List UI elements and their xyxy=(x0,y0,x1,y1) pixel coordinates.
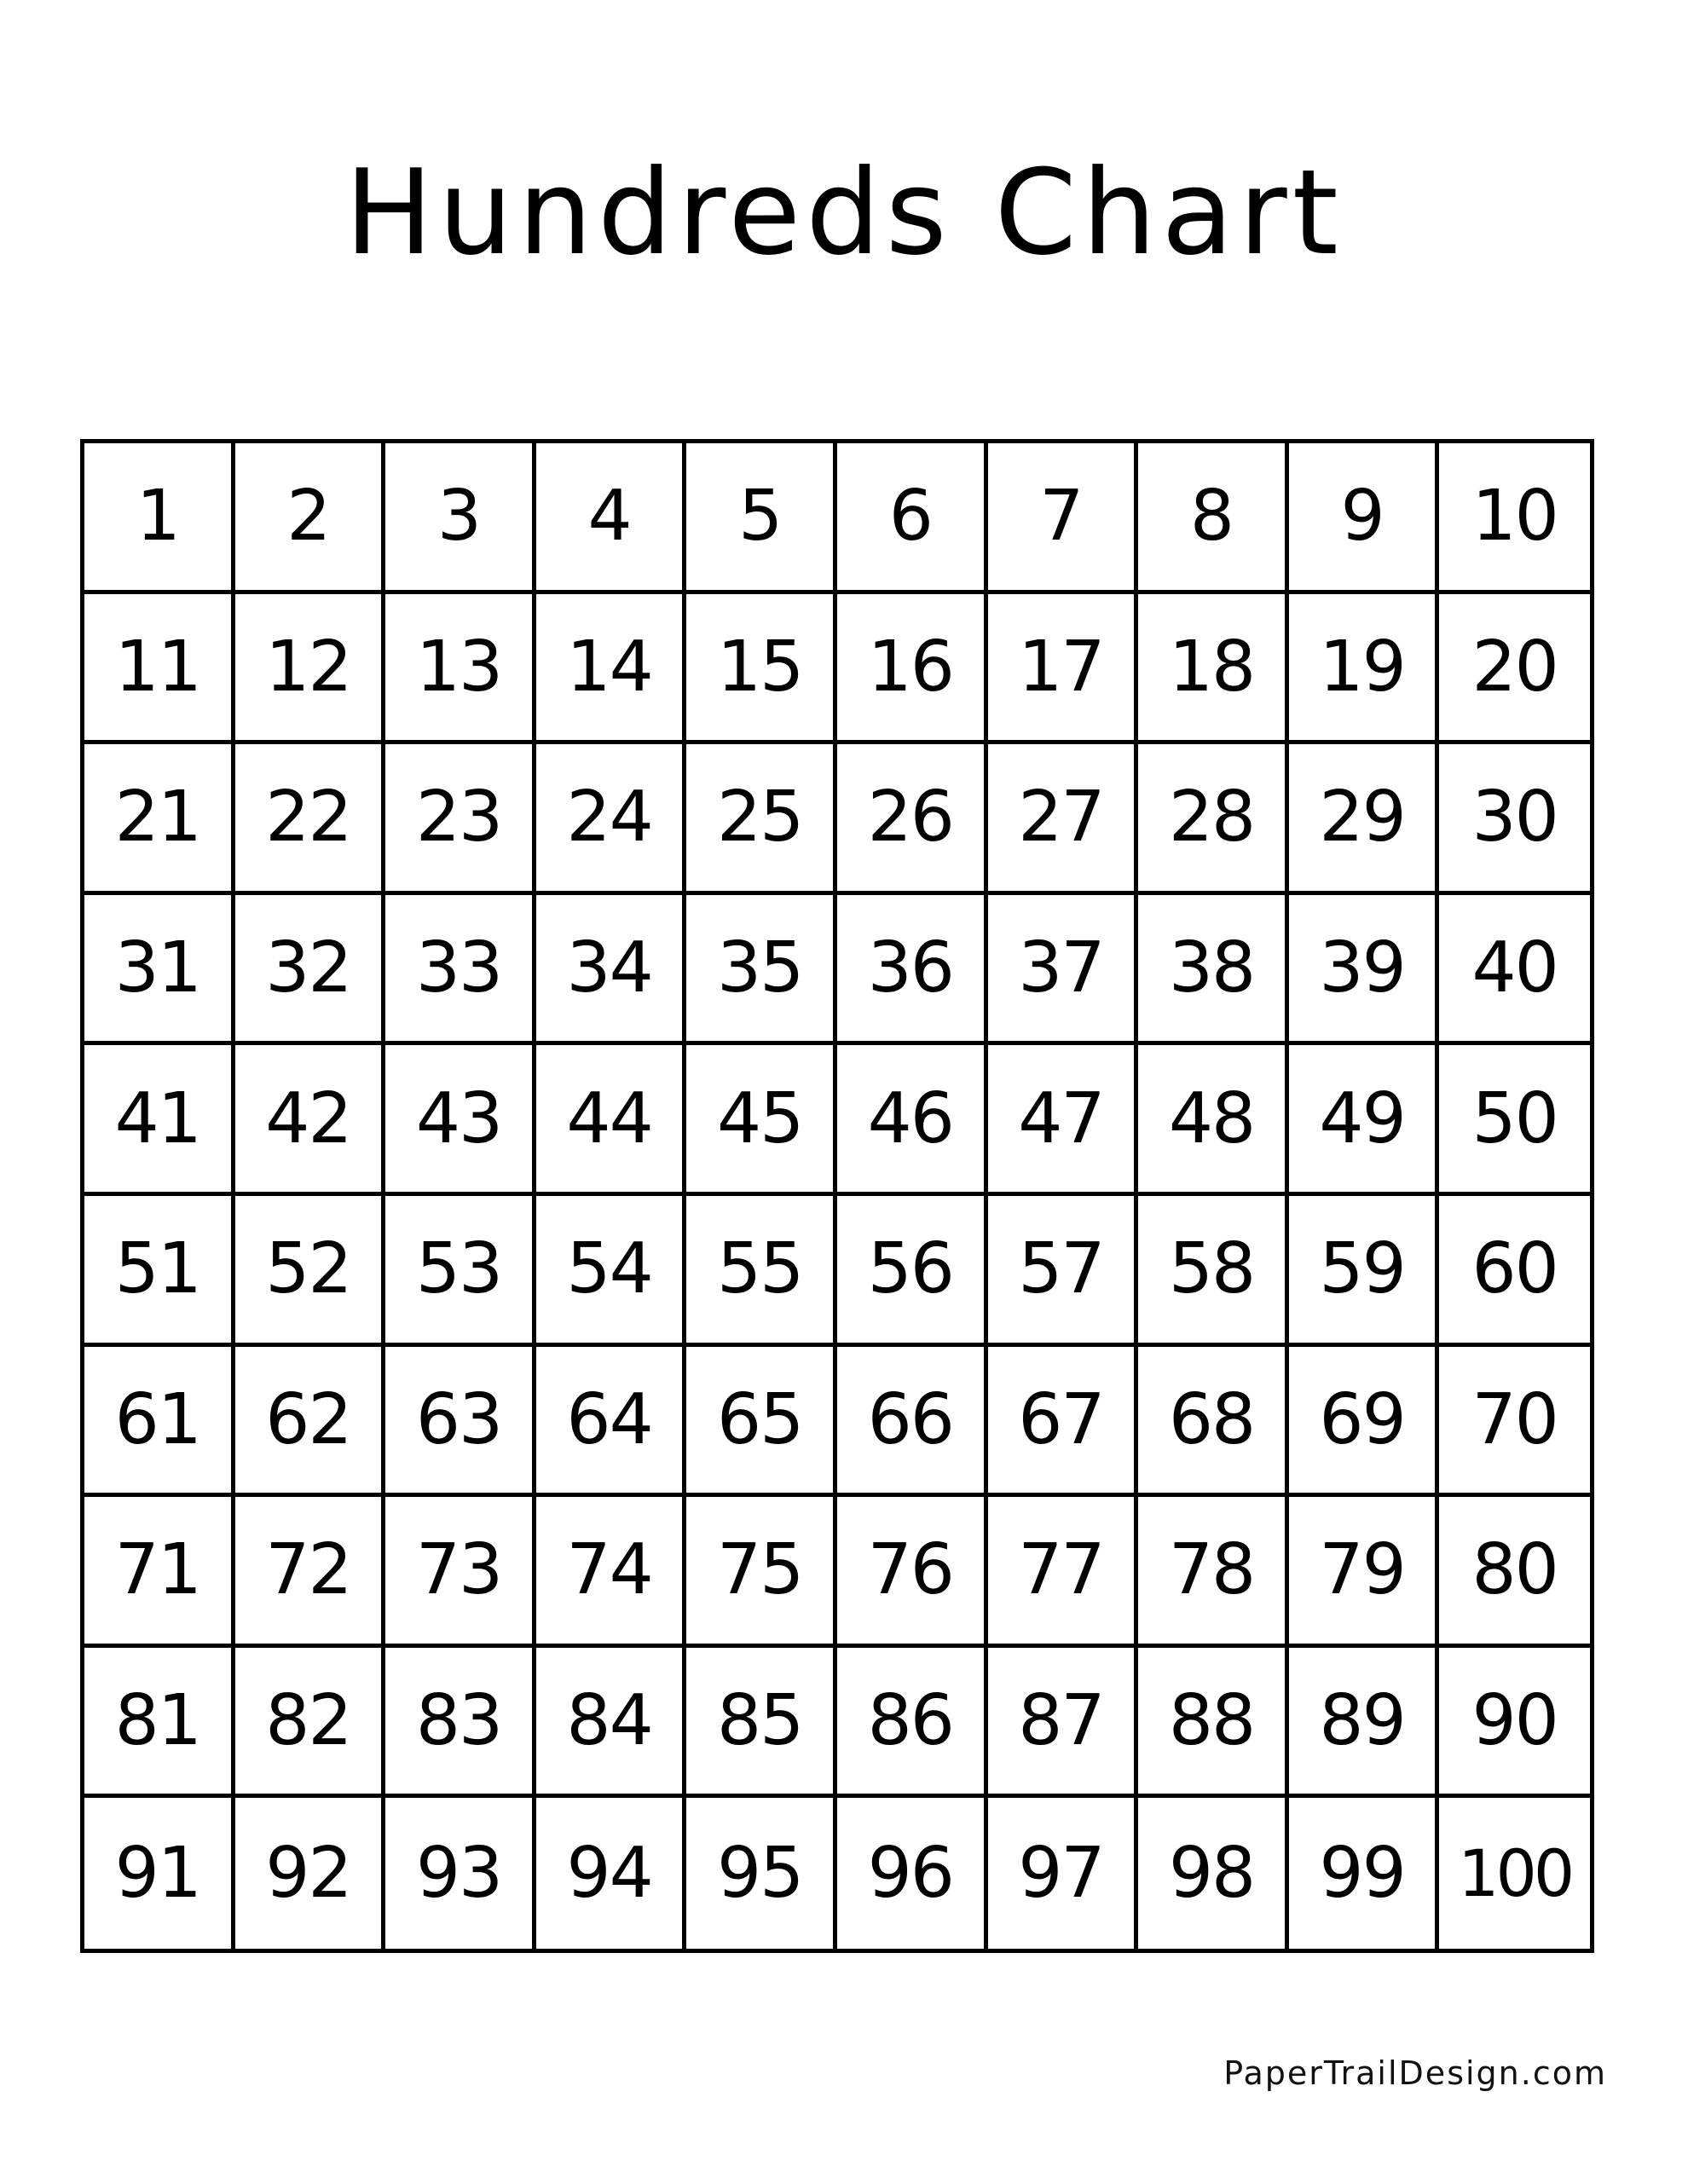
grid-cell: 38 xyxy=(1138,895,1289,1046)
grid-cell: 23 xyxy=(385,744,536,895)
hundreds-grid xyxy=(80,439,1594,1953)
grid-cell: 45 xyxy=(686,1045,837,1196)
grid-cell: 30 xyxy=(1439,744,1590,895)
grid-cell: 54 xyxy=(536,1196,687,1347)
grid-cell: 6 xyxy=(837,443,988,594)
grid-cell: 90 xyxy=(1439,1648,1590,1799)
grid-cell: 69 xyxy=(1289,1347,1440,1498)
grid-cell: 46 xyxy=(837,1045,988,1196)
grid-cell: 36 xyxy=(837,895,988,1046)
grid-cell: 4 xyxy=(536,443,687,594)
grid-cell: 44 xyxy=(536,1045,687,1196)
grid-cell: 27 xyxy=(988,744,1139,895)
grid-cell: 39 xyxy=(1289,895,1440,1046)
grid-cell: 72 xyxy=(235,1497,386,1648)
grid-cell: 95 xyxy=(686,1798,837,1949)
grid-cell: 32 xyxy=(235,895,386,1046)
grid-cell: 7 xyxy=(988,443,1139,594)
grid-cell: 81 xyxy=(84,1648,235,1799)
grid-cell: 26 xyxy=(837,744,988,895)
grid-cell: 80 xyxy=(1439,1497,1590,1648)
grid-cell: 70 xyxy=(1439,1347,1590,1498)
grid-cell: 98 xyxy=(1138,1798,1289,1949)
grid-cell: 19 xyxy=(1289,594,1440,745)
grid-cell: 43 xyxy=(385,1045,536,1196)
page-title: Hundreds Chart xyxy=(344,144,1344,281)
grid-cell: 28 xyxy=(1138,744,1289,895)
grid-cell: 75 xyxy=(686,1497,837,1648)
grid-cell: 67 xyxy=(988,1347,1139,1498)
grid-cell: 29 xyxy=(1289,744,1440,895)
grid-cell: 37 xyxy=(988,895,1139,1046)
grid-cell: 3 xyxy=(385,443,536,594)
grid-cell: 82 xyxy=(235,1648,386,1799)
grid-cell: 96 xyxy=(837,1798,988,1949)
grid-cell: 5 xyxy=(686,443,837,594)
grid-cell: 99 xyxy=(1289,1798,1440,1949)
grid-cell: 60 xyxy=(1439,1196,1590,1347)
grid-cell: 16 xyxy=(837,594,988,745)
grid-cell: 49 xyxy=(1289,1045,1440,1196)
grid-cell: 13 xyxy=(385,594,536,745)
grid-cell: 93 xyxy=(385,1798,536,1949)
grid-cell: 85 xyxy=(686,1648,837,1799)
grid-cell: 14 xyxy=(536,594,687,745)
grid-cell: 47 xyxy=(988,1045,1139,1196)
grid-cell: 94 xyxy=(536,1798,687,1949)
grid-cell: 11 xyxy=(84,594,235,745)
grid-cell: 40 xyxy=(1439,895,1590,1046)
grid-cell: 20 xyxy=(1439,594,1590,745)
grid-cell: 91 xyxy=(84,1798,235,1949)
grid-cell: 73 xyxy=(385,1497,536,1648)
grid-cell: 48 xyxy=(1138,1045,1289,1196)
grid-cell: 66 xyxy=(837,1347,988,1498)
grid-cell: 62 xyxy=(235,1347,386,1498)
grid-cell: 61 xyxy=(84,1347,235,1498)
grid-cell: 64 xyxy=(536,1347,687,1498)
grid-cell: 92 xyxy=(235,1798,386,1949)
grid-cell: 22 xyxy=(235,744,386,895)
grid-cell: 59 xyxy=(1289,1196,1440,1347)
grid-cell: 74 xyxy=(536,1497,687,1648)
grid-cell: 24 xyxy=(536,744,687,895)
grid-cell: 41 xyxy=(84,1045,235,1196)
grid-cell: 17 xyxy=(988,594,1139,745)
grid-cell: 34 xyxy=(536,895,687,1046)
grid-cell: 25 xyxy=(686,744,837,895)
grid-cell: 2 xyxy=(235,443,386,594)
grid-cell: 50 xyxy=(1439,1045,1590,1196)
grid-cell: 87 xyxy=(988,1648,1139,1799)
grid-cell: 86 xyxy=(837,1648,988,1799)
grid-cell: 56 xyxy=(837,1196,988,1347)
grid-cell: 65 xyxy=(686,1347,837,1498)
grid-cell: 35 xyxy=(686,895,837,1046)
grid-cell: 31 xyxy=(84,895,235,1046)
grid-cell: 21 xyxy=(84,744,235,895)
grid-cell: 88 xyxy=(1138,1648,1289,1799)
grid-cell: 57 xyxy=(988,1196,1139,1347)
grid-cell: 8 xyxy=(1138,443,1289,594)
grid-cell: 10 xyxy=(1439,443,1590,594)
grid-cell: 77 xyxy=(988,1497,1139,1648)
grid-cell: 53 xyxy=(385,1196,536,1347)
grid-cell: 89 xyxy=(1289,1648,1440,1799)
footer-credit: PaperTrailDesign.com xyxy=(1223,2054,1607,2092)
grid-cell: 84 xyxy=(536,1648,687,1799)
grid-cell: 68 xyxy=(1138,1347,1289,1498)
grid-cell: 55 xyxy=(686,1196,837,1347)
grid-cell: 78 xyxy=(1138,1497,1289,1648)
grid-cell: 1 xyxy=(84,443,235,594)
grid-cell: 33 xyxy=(385,895,536,1046)
grid-cell: 97 xyxy=(988,1798,1139,1949)
grid-cell: 18 xyxy=(1138,594,1289,745)
grid-cell: 63 xyxy=(385,1347,536,1498)
grid-cell: 79 xyxy=(1289,1497,1440,1648)
grid-cell: 58 xyxy=(1138,1196,1289,1347)
grid-cell: 9 xyxy=(1289,443,1440,594)
grid-cell: 52 xyxy=(235,1196,386,1347)
grid-cell: 76 xyxy=(837,1497,988,1648)
grid-cell: 71 xyxy=(84,1497,235,1648)
grid-cell: 51 xyxy=(84,1196,235,1347)
grid-cell: 100 xyxy=(1458,1835,1572,1912)
grid-cell: 15 xyxy=(686,594,837,745)
grid-cell: 42 xyxy=(235,1045,386,1196)
grid-cell: 12 xyxy=(235,594,386,745)
grid-cell: 83 xyxy=(385,1648,536,1799)
